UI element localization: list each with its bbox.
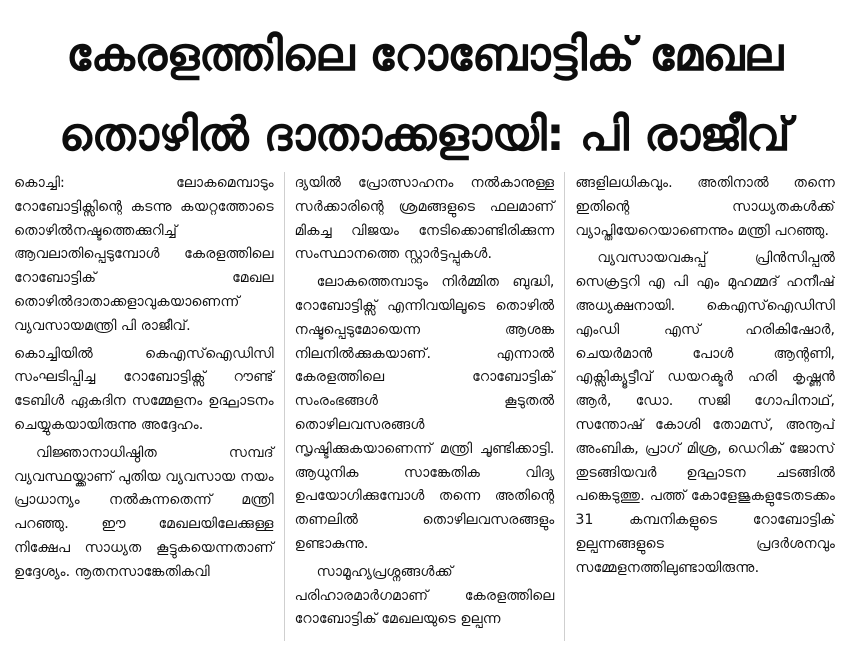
article-body (14, 172, 835, 641)
article-column-1 (14, 172, 284, 641)
top-rule (0, 0, 845, 4)
paragraph: സാമൂഹ്യപ്രശ്നങ്ങൾക്ക് പരിഹാരമാർഗമാണ് കേരളത്തിലെ റോബോട്ടിക് മേഖലയുടെ ഉല്പന്ന (294, 563, 555, 628)
paragraph: ലോകത്തെമ്പാടും നിർമ്മിത ബുദ്ധി, റോബോട്ടിക്സ് എന്നിവയിലൂടെ തൊഴിൽ നഷ്ടപ്പെടുമോയെന്ന ആശങ്ക നിലനിൽക്കുകയാണ്. എന്നാൽ കേരളത്തിലെ റോബോട്ടിക് സംരംഭങ്ങൾ കൂടുതൽ തൊഴിലവസരങ്ങൾ സൃഷ്ടിക്കുകയാണെന്ന് മന്ത്രി ചൂണ്ടിക്കാട്ടി. ആധുനിക സാങ്കേതിക വിദ്യ ഉപയോഗിക്കുമ്പോൾ തന്നെ അതിന്റെ തണലിൽ തൊഴിലവസരങ്ങളും ഉണ്ടാകുന്നു. (294, 274, 555, 552)
paragraph: വ്യവസായവകുപ്പ് പ്രിൻസിപ്പൽ സെക്രട്ടറി എ പി എം മുഹമ്മദ് ഹനീഷ് അധ്യക്ഷനായി. കെഎസ്ഐഡിസി എംഡി എസ് ഹരികിഷോർ, ചെയർമാൻ പോൾ ആന്റണി, എക്സിക്യൂട്ടീവ് ഡയറക്ടർ ഹരി കൃഷ്ണൻ ആർ, ഡോ. സജി ഗോപിനാഥ്, സന്തോഷ് കോശി തോമസ്, അനൂപ് അംബിക, പ്രാഗ് മിശ്ര, ഡെറിക് ജോസ് തുടങ്ങിയവർ ഉദ്ഘാടന ചടങ്ങിൽ പങ്കെടുത്തു. പത്ത് കോളേജുകളുടേതടക്കം 31 കമ്പനികളുടെ റോബോട്ടിക് ഉല്പന്നങ്ങളുടെ പ്രദർശനവും സമ്മേളനത്തിലുണ്ടായിരുന്നു. (575, 250, 836, 576)
article-column-3 (564, 172, 835, 641)
paragraph: കൊച്ചി: ലോകമെമ്പാടും റോബോട്ടിക്സിന്റെ കടന്നു കയറ്റത്തോടെ തൊഴിൽനഷ്ടത്തെക്കുറിച്ച് ആവലാതിപ്പെടുമ്പോൾ കേരളത്തിലെ റോബോട്ടിക് മേഖല തൊഴിൽദാതാക്കളാവുകയാണെന്ന് വ്യവസായമന്ത്രി പി രാജീവ്. (14, 175, 274, 334)
paragraph: കൊച്ചിയിൽ കെഎസ്ഐഡിസി സംഘടിപ്പിച്ച റോബോട്ടിക്സ് റൗണ്ട് ടേബിൾ ഏകദിന സമ്മേളനം ഉദ്ഘാടനം ചെയ്യുകയായിരുന്നു അദ്ദേഹം. (14, 345, 274, 433)
headline-line-2: തൊഴിൽ ദാതാക്കളായി: പി രാജീവ് (58, 107, 791, 161)
paragraph: ദ്യയിൽ പ്രോത്സാഹനം നൽകാനുള്ള സർക്കാരിന്റെ ശ്രമങ്ങളുടെ ഫലമാണ് മികച്ച വിജയം നേടിക്കൊണ്ടിരിക്കുന്ന സംസ്ഥാനത്തെ സ്റ്റാർട്ടപ്പുകൾ. (294, 175, 555, 263)
headline (16, 14, 833, 174)
headline-line-1: കേരളത്തിലെ റോബോട്ടിക് മേഖല (66, 27, 783, 81)
paragraph: ങ്ങളിലധികവും. അതിനാൽ തന്നെ ഇതിന്റെ സാധ്യതകൾക്ക് വ്യാപ്തിയേറെയാണെന്നും മന്ത്രി പറഞ്ഞു. (575, 175, 836, 239)
article-column-2 (284, 172, 565, 641)
paragraph: വിജ്ഞാനാധിഷ്ഠിത സമ്പദ് വ്യവസ്ഥയ്ക്കാണ് പുതിയ വ്യവസായ നയം പ്രാധാന്യം നൽകുന്നതെന്ന് മന്ത്രി പറഞ്ഞു. ഈ മേഖലയിലേക്കുള്ള നിക്ഷേപ സാധ്യത കൂട്ടുകയെന്നതാണ് ഉദ്ദേശ്യം. നൂതനസാങ്കേതികവി (14, 444, 274, 580)
